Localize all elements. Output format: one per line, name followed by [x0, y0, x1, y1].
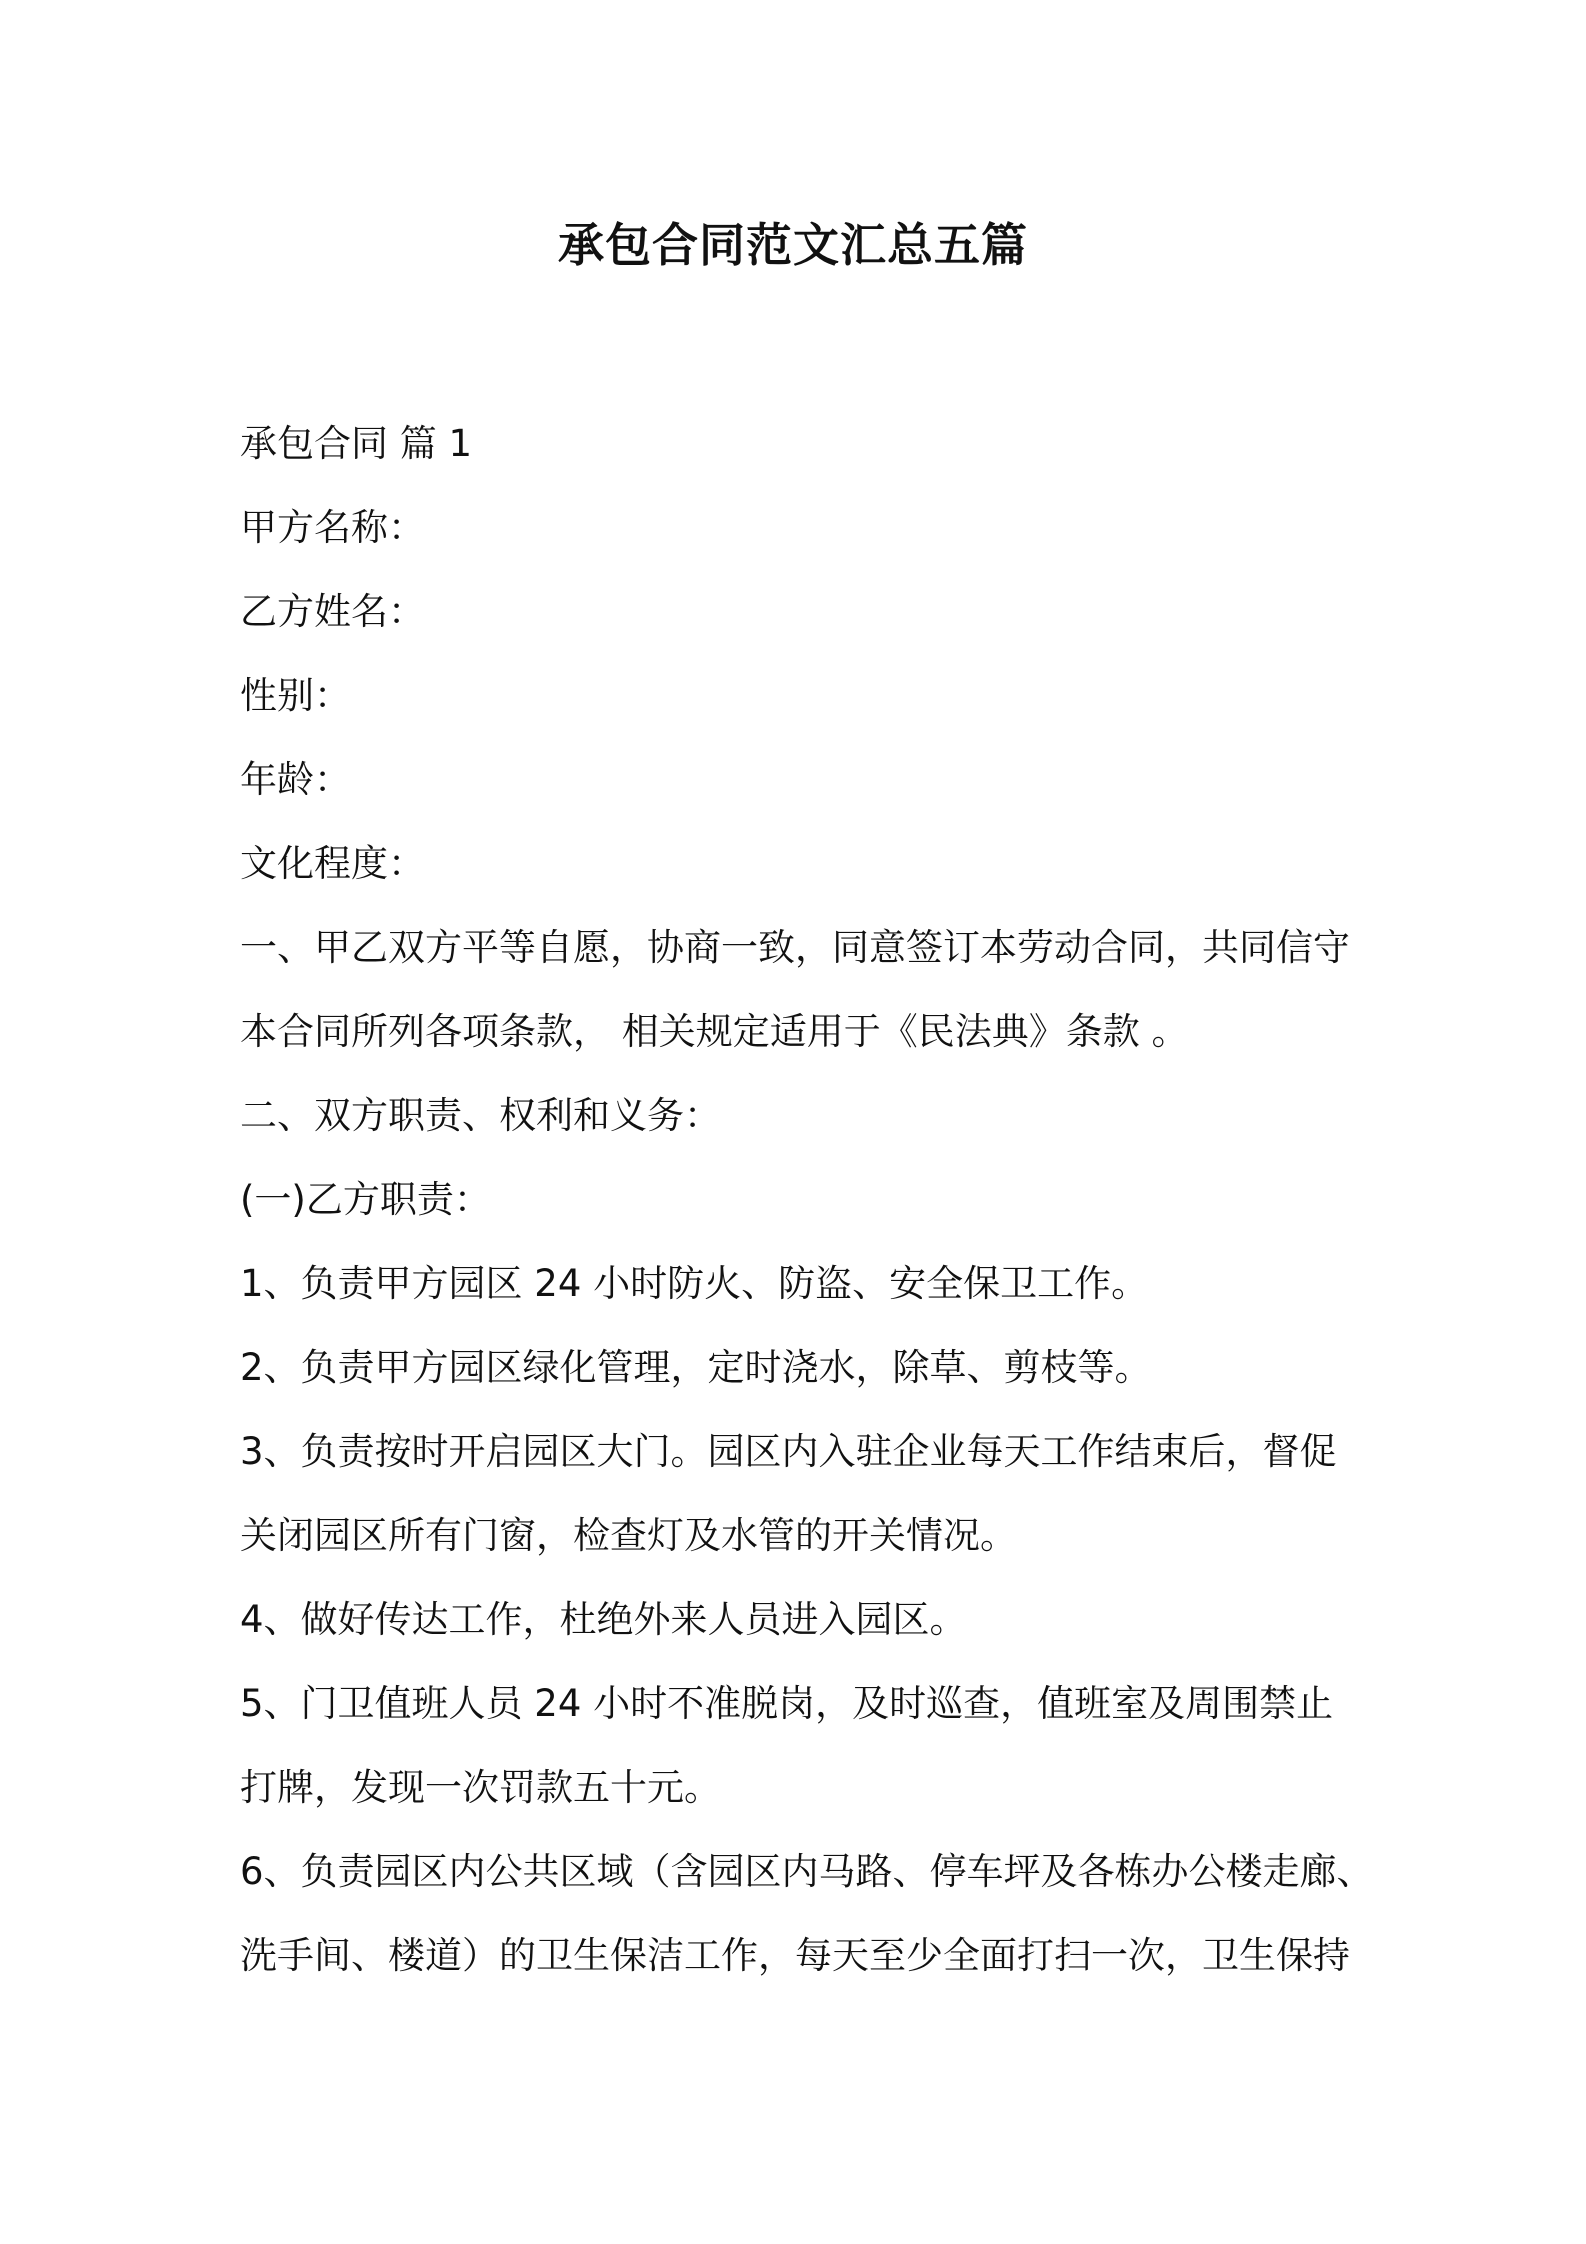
- duty-item-3-line-2: 关闭园区所有门窗，检查灯及水管的开关情况。: [240, 1514, 1017, 1557]
- field-gender: 性别：: [240, 674, 351, 717]
- field-party-a-name: 甲方名称：: [240, 506, 425, 549]
- field-party-b-name: 乙方姓名：: [240, 590, 425, 633]
- clause-two-heading: 二、双方职责、权利和义务：: [240, 1094, 721, 1137]
- duty-item-6-line-2: 洗手间、楼道）的卫生保洁工作，每天至少全面打扫一次，卫生保持: [240, 1934, 1350, 1977]
- document-body: [240, 402, 1375, 1998]
- clause-one-line-2: 本合同所列各项条款， 相关规定适用于《民法典》条款 。: [240, 1010, 1189, 1053]
- duty-item-6-line-1: 6、负责园区内公共区域（含园区内马路、停车坪及各栋办公楼走廊、: [240, 1850, 1374, 1893]
- duty-item-1: 1、负责甲方园区 24 小时防火、防盗、安全保卫工作。: [240, 1262, 1149, 1305]
- clause-one-line-1: 一、甲乙双方平等自愿，协商一致，同意签订本劳动合同，共同信守: [240, 926, 1350, 969]
- document-title: 承包合同范文汇总五篇: [558, 218, 1028, 272]
- duty-item-2: 2、负责甲方园区绿化管理，定时浇水，除草、剪枝等。: [240, 1346, 1152, 1389]
- field-education: 文化程度：: [240, 842, 425, 885]
- field-age: 年龄：: [240, 758, 351, 801]
- party-b-duties-heading: (一)乙方职责：: [240, 1178, 491, 1221]
- heading-contract-1: 承包合同 篇 1: [240, 422, 473, 465]
- duty-item-5-line-2: 打牌，发现一次罚款五十元。: [240, 1766, 721, 1809]
- duty-item-3-line-1: 3、负责按时开启园区大门。园区内入驻企业每天工作结束后，督促: [240, 1430, 1337, 1473]
- duty-item-5-line-1: 5、门卫值班人员 24 小时不准脱岗，及时巡查，值班室及周围禁止: [240, 1682, 1334, 1725]
- duty-item-4: 4、做好传达工作，杜绝外来人员进入园区。: [240, 1598, 967, 1641]
